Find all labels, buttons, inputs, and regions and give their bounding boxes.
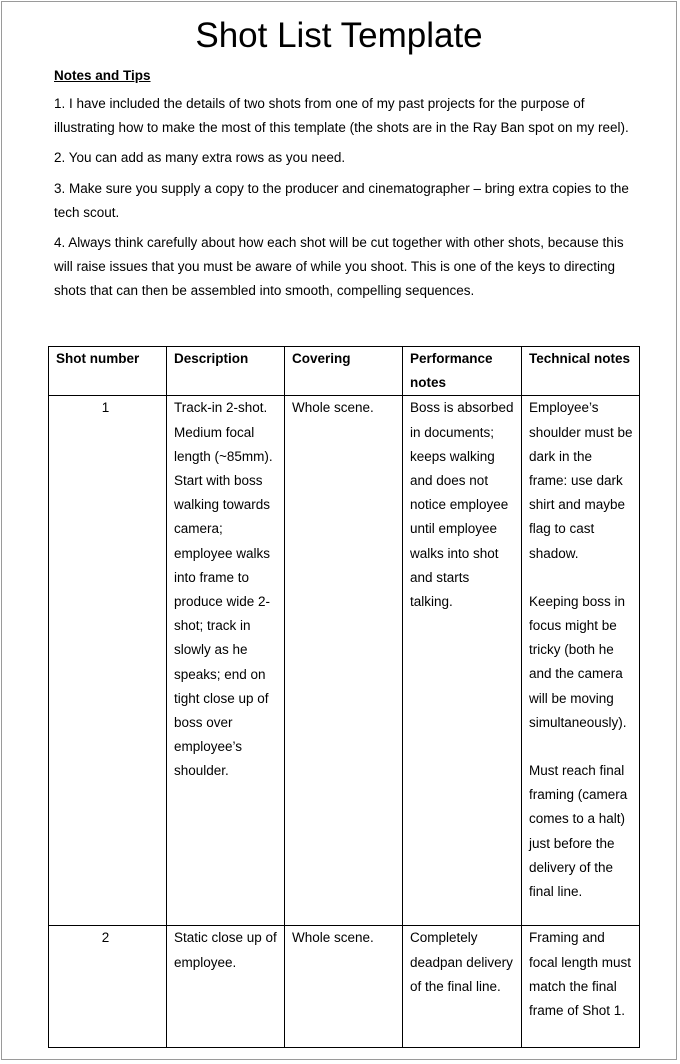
table-row [49, 396, 640, 926]
shot-list-table [48, 346, 640, 1048]
table-row [49, 926, 640, 1048]
technical-note: Must reach final framing (camera comes to a halt) just before the delivery of the final line. [529, 763, 628, 900]
cell-technical-notes [522, 396, 640, 926]
cell-description: Static close up of employee. [167, 926, 285, 1048]
cell-covering: Whole scene. [285, 926, 403, 1048]
note-item: 1. I have included the details of two shots from one of my past projects for the purpose of illustrating how to make the most of this template (the shots are in the Ray Ban spot on my reel). [54, 96, 629, 136]
cell-shot-number: 2 [49, 926, 167, 1048]
header-performance-notes: Performance notes [403, 347, 522, 396]
header-technical-notes: Technical notes [522, 347, 640, 396]
note-item: 3. Make sure you supply a copy to the producer and cinematographer – bring extra copies to the tech scout. [54, 180, 629, 220]
cell-description: Track-in 2-shot. Medium focal length (~85mm). Start with boss walking towards camera; employee walks into frame to produce wide 2-shot; track in slowly as he speaks; end on tight close up of boss over employee’s shoulder. [167, 396, 285, 926]
table-header-row [49, 347, 640, 396]
note-item: 2. You can add as many extra rows as you need. [54, 150, 346, 166]
technical-note: Keeping boss in focus might be tricky (both he and the camera will be moving simultaneously). [529, 593, 627, 730]
notes-list [54, 92, 629, 310]
cell-performance-notes: Completely deadpan delivery of the final line. [403, 926, 522, 1048]
note-item: 4. Always think carefully about how each shot will be cut together with other shots, because this will raise issues that you must be aware of while you shoot. This is one of the keys to directing shots that can then be assembled into smooth, compelling sequences. [54, 235, 624, 299]
technical-note: Employee’s shoulder must be dark in the frame: use dark shirt and maybe flag to cast shadow. [529, 400, 633, 561]
cell-technical-notes [522, 926, 640, 1048]
page-title: Shot List Template [195, 16, 483, 55]
cell-shot-number: 1 [49, 396, 167, 926]
notes-heading: Notes and Tips [54, 68, 151, 83]
technical-note: Framing and focal length must match the final frame of Shot 1. [529, 930, 632, 1019]
cell-covering: Whole scene. [285, 396, 403, 926]
document-page [1, 1, 677, 1060]
header-covering: Covering [285, 347, 403, 396]
header-shot-number: Shot number [49, 347, 167, 396]
cell-performance-notes: Boss is absorbed in documents; keeps walking and does not notice employee until employee walks into shot and starts talking. [403, 396, 522, 926]
header-description: Description [167, 347, 285, 396]
